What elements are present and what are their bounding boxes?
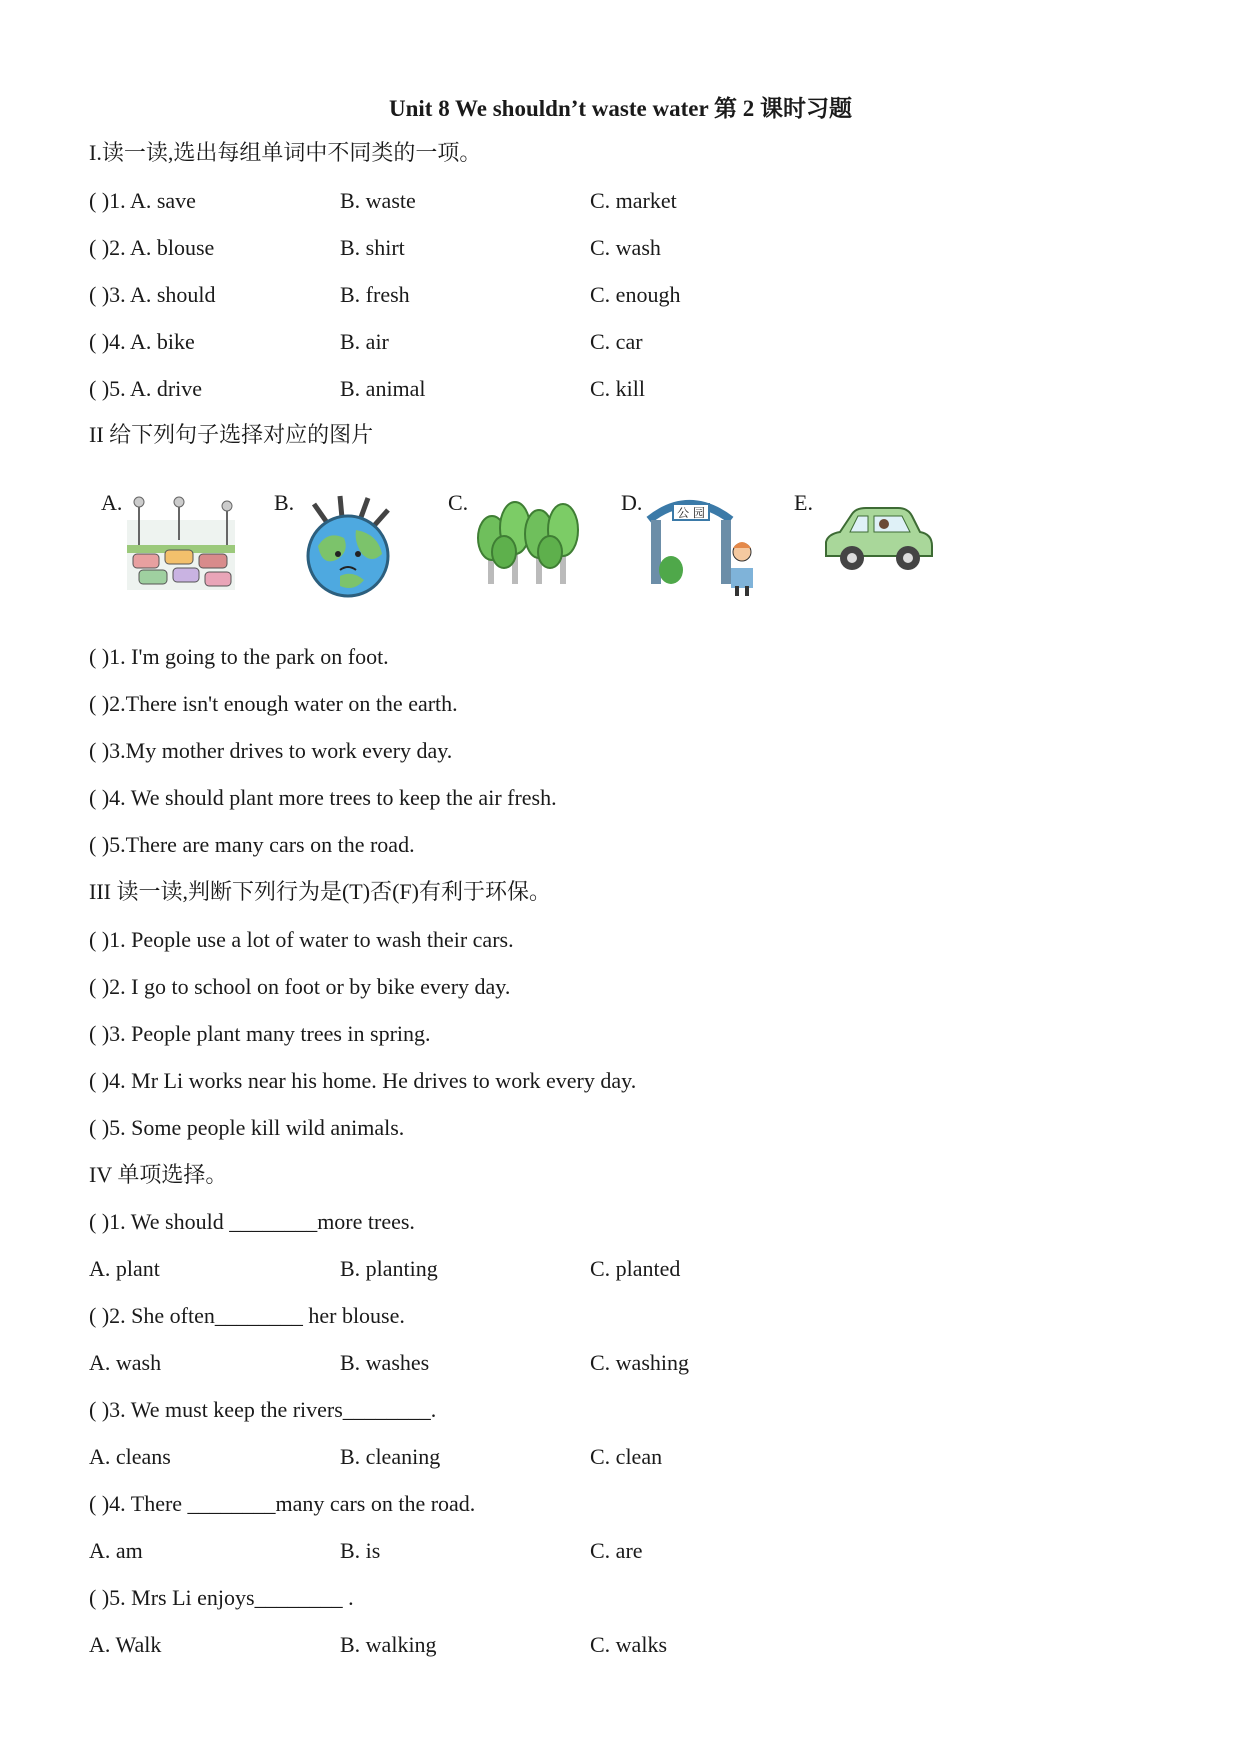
s4-option-c: C. walks xyxy=(590,1632,667,1657)
s3-item: ( )3. People plant many trees in spring. xyxy=(89,1021,431,1046)
s1-question: ( )1. A. save xyxy=(89,188,196,213)
s4-question: ( )2. She often________ her blouse. xyxy=(89,1303,405,1328)
s4-option-c: C. are xyxy=(590,1538,643,1563)
s4-option-a: A. wash xyxy=(89,1350,162,1375)
s1-option-c: C. kill xyxy=(590,376,646,401)
car-icon xyxy=(812,490,942,590)
picture-b-label: B. xyxy=(274,490,295,515)
s4-question: ( )3. We must keep the rivers________. xyxy=(89,1397,437,1422)
picture-e-label: E. xyxy=(794,490,813,515)
picture-options xyxy=(89,480,989,600)
s2-item: ( )5.There are many cars on the road. xyxy=(89,832,415,857)
section-3-heading: III 读一读,判断下列行为是(T)否(F)有利于环保。 xyxy=(89,879,551,904)
s2-item: ( )4. We should plant more trees to keep the air fresh. xyxy=(89,785,557,810)
park-sign-text: 公 园 xyxy=(677,506,705,520)
s1-option-c: C. market xyxy=(590,188,677,213)
s1-option-c: C. car xyxy=(590,329,643,354)
s3-item: ( )5. Some people kill wild animals. xyxy=(89,1115,405,1140)
s4-option-b: B. walking xyxy=(340,1632,437,1657)
s3-item: ( )2. I go to school on foot or by bike every day. xyxy=(89,974,511,999)
s4-option-a: A. plant xyxy=(89,1256,160,1281)
section-2-heading: II 给下列句子选择对应的图片 xyxy=(89,422,374,447)
s4-option-a: A. Walk xyxy=(89,1632,162,1657)
page-title: Unit 8 We shouldn’t waste water 第 2 课时习题 xyxy=(389,96,852,121)
traffic-jam-icon xyxy=(119,490,239,590)
picture-c xyxy=(436,480,586,600)
s1-option-b: B. fresh xyxy=(340,282,410,307)
picture-a xyxy=(89,480,239,600)
s4-question: ( )5. Mrs Li enjoys________ . xyxy=(89,1585,354,1610)
s1-option-b: B. animal xyxy=(340,376,426,401)
s3-item: ( )1. People use a lot of water to wash their cars. xyxy=(89,927,514,952)
picture-c-label: C. xyxy=(448,490,469,515)
s4-option-a: A. am xyxy=(89,1538,143,1563)
s4-option-c: C. washing xyxy=(590,1350,689,1375)
s4-option-b: B. is xyxy=(340,1538,381,1563)
picture-b xyxy=(262,480,412,600)
s2-item: ( )1. I'm going to the park on foot. xyxy=(89,644,389,669)
s1-option-b: B. waste xyxy=(340,188,416,213)
s4-option-b: B. washes xyxy=(340,1350,430,1375)
picture-d-label: D. xyxy=(621,490,643,515)
s4-option-a: A. cleans xyxy=(89,1444,171,1469)
s4-option-c: C. clean xyxy=(590,1444,663,1469)
s1-option-c: C. enough xyxy=(590,282,681,307)
s4-option-b: B. cleaning xyxy=(340,1444,441,1469)
s4-option-c: C. planted xyxy=(590,1256,681,1281)
section-4-heading: IV 单项选择。 xyxy=(89,1162,228,1187)
s1-question: ( )3. A. should xyxy=(89,282,216,307)
section-1-heading: I.读一读,选出每组单词中不同类的一项。 xyxy=(89,140,482,165)
s1-question: ( )4. A. bike xyxy=(89,329,195,354)
s4-question: ( )1. We should ________more trees. xyxy=(89,1209,415,1234)
s4-option-b: B. planting xyxy=(340,1256,438,1281)
picture-a-label: A. xyxy=(101,490,123,515)
s3-item: ( )4. Mr Li works near his home. He drives to work every day. xyxy=(89,1068,637,1093)
picture-d xyxy=(609,480,759,600)
s2-item: ( )2.There isn't enough water on the earth. xyxy=(89,691,458,716)
trees-icon xyxy=(466,490,586,590)
s1-option-b: B. air xyxy=(340,329,389,354)
picture-e xyxy=(782,480,932,600)
s1-question: ( )2. A. blouse xyxy=(89,235,215,260)
s1-question: ( )5. A. drive xyxy=(89,376,203,401)
earth-icon xyxy=(292,490,402,600)
s4-question: ( )4. There ________many cars on the road. xyxy=(89,1491,476,1516)
park-gate-icon xyxy=(639,490,759,600)
s1-option-b: B. shirt xyxy=(340,235,405,260)
s1-option-c: C. wash xyxy=(590,235,661,260)
s2-item: ( )3.My mother drives to work every day. xyxy=(89,738,453,763)
